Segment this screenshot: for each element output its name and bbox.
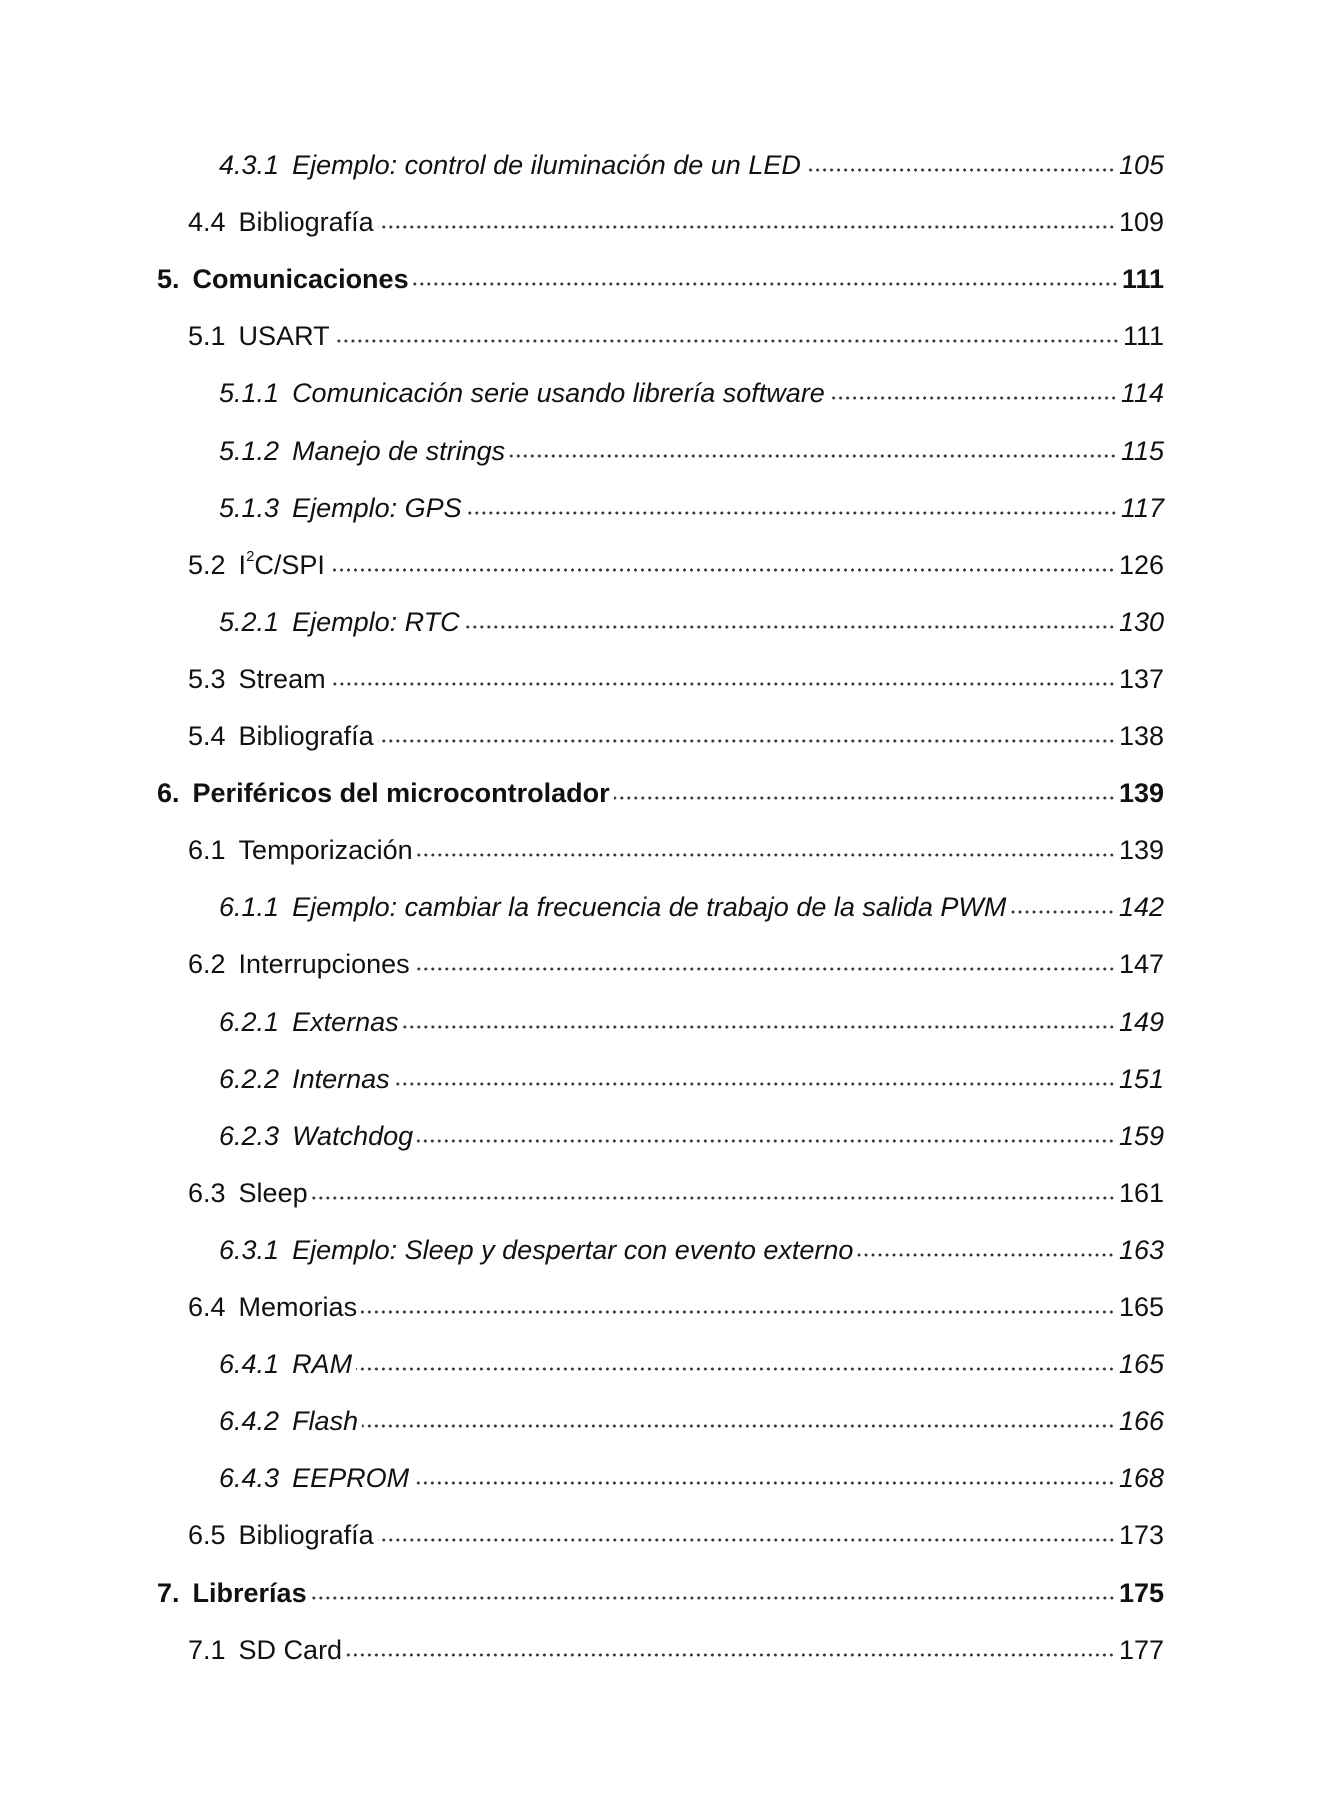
toc-entry-number: 7.: [157, 1578, 180, 1608]
toc-entry[interactable]: [157, 255, 1164, 295]
toc-entry-number: 6.4.2: [219, 1406, 280, 1436]
toc-entry[interactable]: [157, 1569, 1164, 1609]
toc-entry[interactable]: [219, 1226, 1164, 1266]
toc-entry-page-number: 147: [1118, 949, 1164, 979]
toc-entry[interactable]: [188, 1511, 1164, 1551]
toc-entry-page-number: 177: [1118, 1635, 1164, 1665]
toc-entry-page-number: 115: [1120, 436, 1164, 466]
toc-entry-title: Bibliografía: [238, 721, 374, 751]
toc-entry-number: 5.1.2: [219, 436, 280, 466]
dot-leader: [614, 795, 1115, 801]
toc-entry[interactable]: [219, 484, 1164, 524]
toc-entry-page-number: 117: [1120, 493, 1164, 523]
toc-entry-title: Memorias: [238, 1292, 358, 1322]
dot-leader: [413, 1480, 1115, 1486]
toc-entry-page-number: 163: [1118, 1235, 1164, 1265]
toc-entry[interactable]: [219, 369, 1164, 409]
dot-leader: [394, 1081, 1115, 1087]
dot-leader: [329, 567, 1115, 573]
toc-entry-page-number: 151: [1118, 1064, 1164, 1094]
toc-entry-number: 6.1.1: [219, 892, 280, 922]
dot-leader: [334, 338, 1119, 344]
dot-leader: [466, 510, 1117, 516]
toc-entry-page-number: 149: [1118, 1007, 1164, 1037]
toc-entry[interactable]: [188, 312, 1164, 352]
toc-entry-number: 6.5: [188, 1520, 226, 1550]
toc-entry-number: 7.1: [188, 1635, 226, 1665]
toc-entry-number: 6.4.1: [219, 1349, 280, 1379]
toc-entry-title: Comunicación serie usando librería software: [292, 378, 825, 408]
toc-entry[interactable]: [219, 427, 1164, 467]
toc-entry[interactable]: [219, 1340, 1164, 1380]
toc-entry-title: Interrupciones: [238, 949, 410, 979]
toc-entry-number: 5.3: [188, 664, 226, 694]
toc-entry-title: Stream: [238, 664, 326, 694]
toc-entry-number: 5.1.1: [219, 378, 280, 408]
toc-entry-title: Ejemplo: Sleep y despertar con evento externo: [292, 1235, 854, 1265]
toc-entry[interactable]: [219, 998, 1164, 1038]
dot-leader: [378, 224, 1115, 230]
toc-entry[interactable]: [188, 541, 1164, 581]
toc-entry[interactable]: [219, 1112, 1164, 1152]
toc-entry[interactable]: [188, 1169, 1164, 1209]
toc-entry-title: Externas: [292, 1007, 399, 1037]
dot-leader: [356, 1366, 1115, 1372]
toc-entry[interactable]: [188, 712, 1164, 752]
toc-entry[interactable]: [188, 1626, 1164, 1666]
toc-entry-number: 5.1: [188, 321, 226, 351]
toc-entry-number: 6.4: [188, 1292, 226, 1322]
toc-entry[interactable]: [188, 198, 1164, 238]
toc-entry-title: Watchdog: [292, 1121, 414, 1151]
toc-entry-number: 5.: [157, 264, 180, 294]
toc-entry-page-number: 111: [1121, 264, 1164, 294]
toc-entry-title: Temporización: [238, 835, 413, 865]
dot-leader: [464, 624, 1115, 630]
toc-entry[interactable]: [219, 141, 1164, 181]
dot-leader: [417, 1138, 1115, 1144]
toc-entry-number: 6.3: [188, 1178, 226, 1208]
toc-entry-page-number: 111: [1122, 321, 1164, 351]
toc-entry-page-number: 173: [1118, 1520, 1164, 1550]
toc-entry-number: 6.2.3: [219, 1121, 280, 1151]
toc-entry-number: 6.2: [188, 949, 226, 979]
toc-entry-title: Ejemplo: cambiar la frecuencia de trabajo de la salida PWM: [292, 892, 1007, 922]
toc-entry-number: 5.4: [188, 721, 226, 751]
toc-entry-title: USART: [238, 321, 330, 351]
toc-entry-page-number: 139: [1118, 778, 1164, 808]
dot-leader: [346, 1652, 1115, 1658]
toc-entry-page-number: 175: [1118, 1578, 1164, 1608]
toc-entry-page-number: 142: [1118, 892, 1164, 922]
toc-entry-title: Ejemplo: control de iluminación de un LED: [292, 150, 801, 180]
toc-entry-title: EEPROM: [292, 1463, 410, 1493]
dot-leader: [857, 1252, 1115, 1258]
toc-entry-title: Internas: [292, 1064, 390, 1094]
toc-entry[interactable]: [219, 1454, 1164, 1494]
toc-entry-title: [239, 549, 325, 581]
toc-entry-title: Periféricos del microcontrolador: [192, 778, 610, 808]
dot-leader: [403, 1024, 1115, 1030]
toc-entry-page-number: 130: [1118, 607, 1164, 637]
toc-entry-page-number: 105: [1118, 150, 1164, 180]
toc-entry[interactable]: [219, 1397, 1164, 1437]
dot-leader: [829, 395, 1117, 401]
toc-entry-title: Bibliografía: [238, 1520, 374, 1550]
toc-entry-number: 6.2.1: [219, 1007, 280, 1037]
dot-leader: [362, 1423, 1115, 1429]
toc-entry-page-number: 165: [1118, 1349, 1164, 1379]
toc-entry-page-number: 138: [1118, 721, 1164, 751]
toc-entry[interactable]: [219, 1055, 1164, 1095]
dot-leader: [414, 966, 1115, 972]
toc-entry-title: Librerías: [192, 1578, 307, 1608]
toc-entry-number: 6.2.2: [219, 1064, 280, 1094]
dot-leader: [378, 1537, 1115, 1543]
toc-entry-page-number: 159: [1118, 1121, 1164, 1151]
toc-entry[interactable]: [188, 655, 1164, 695]
toc-entry-title-superscript: 2: [246, 548, 255, 565]
toc-entry-page-number: 139: [1118, 835, 1164, 865]
toc-entry-page-number: 165: [1118, 1292, 1164, 1322]
dot-leader: [361, 1309, 1115, 1315]
toc-entry-number: 5.1.3: [219, 493, 280, 523]
toc-entry-page-number: 166: [1118, 1406, 1164, 1436]
toc-entry-title: Flash: [292, 1406, 359, 1436]
toc-entry[interactable]: [219, 883, 1164, 923]
toc-entry-page-number: 114: [1120, 378, 1164, 408]
toc-entry-title: Manejo de strings: [292, 436, 506, 466]
toc-entry-number: 5.2: [188, 550, 226, 580]
toc-entry-title: Ejemplo: GPS: [292, 493, 462, 523]
toc-entry-page-number: 137: [1118, 664, 1164, 694]
toc-entry[interactable]: [157, 769, 1164, 809]
dot-leader: [413, 281, 1118, 287]
toc-entry-title: Comunicaciones: [192, 264, 409, 294]
toc-entry-title-part: C/SPI: [254, 550, 325, 580]
toc-entry-title: RAM: [292, 1349, 353, 1379]
toc-entry[interactable]: [188, 940, 1164, 980]
toc-entry-number: 6.: [157, 778, 180, 808]
toc-entry-number: 4.3.1: [219, 150, 280, 180]
toc-entry-title: Sleep: [238, 1178, 308, 1208]
toc-entry-title-part: I: [238, 550, 247, 580]
toc-entry-number: 6.1: [188, 835, 226, 865]
dot-leader: [805, 167, 1115, 173]
toc-entry-page-number: 168: [1118, 1463, 1164, 1493]
toc-entry-page-number: 161: [1118, 1178, 1164, 1208]
toc-entry-page-number: 109: [1118, 207, 1164, 237]
dot-leader: [417, 852, 1115, 858]
toc-entry[interactable]: [219, 598, 1164, 638]
toc-entry[interactable]: [188, 826, 1164, 866]
dot-leader: [330, 681, 1115, 687]
dot-leader: [509, 453, 1117, 459]
dot-leader: [312, 1195, 1115, 1201]
toc-entry-title: Ejemplo: RTC: [292, 607, 460, 637]
toc-entry-title: SD Card: [238, 1635, 343, 1665]
toc-entry-page-number: 126: [1118, 550, 1164, 580]
toc-entry-number: 6.3.1: [219, 1235, 280, 1265]
toc-entry[interactable]: [188, 1283, 1164, 1323]
toc-entry-number: 4.4: [188, 207, 226, 237]
toc-entry-number: 5.2.1: [219, 607, 280, 637]
dot-leader: [378, 738, 1115, 744]
toc-entry-number: 6.4.3: [219, 1463, 280, 1493]
dot-leader: [311, 1595, 1115, 1601]
toc-entry-title: Bibliografía: [238, 207, 374, 237]
dot-leader: [1010, 909, 1115, 915]
